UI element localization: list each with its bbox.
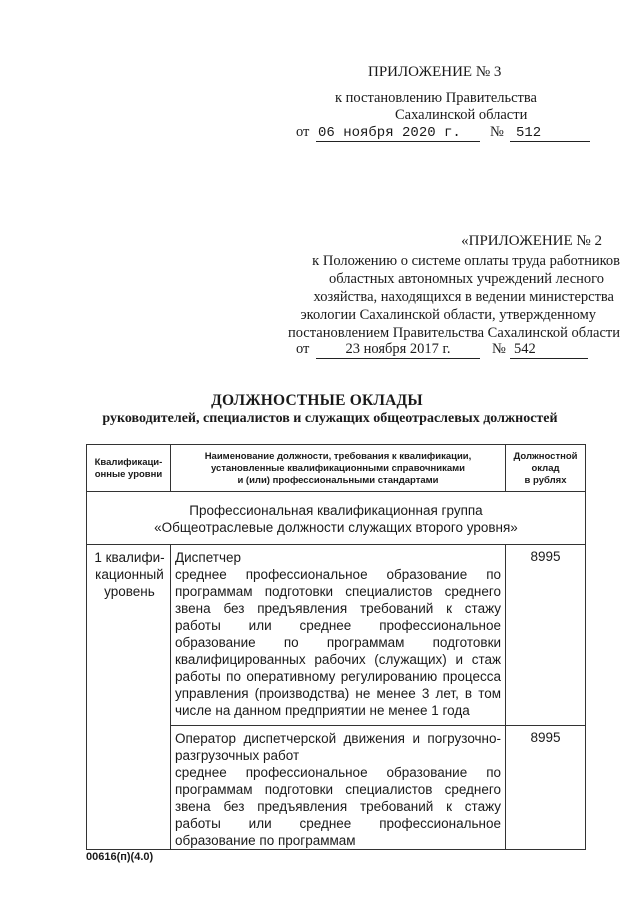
table-row: [87, 726, 586, 850]
table-group-row: [87, 492, 586, 545]
position-name: Оператор диспетчерской движения и погрузочно-разгрузочных работ: [174, 731, 502, 763]
group-title: Профессиональная квалификационная группа «Общеотраслевые должности служащих второго уровня»: [87, 492, 586, 545]
appendix2-number-label: №: [492, 341, 506, 357]
appendix2-line: хозяйства, находящихся в ведении министерства: [313, 289, 614, 305]
appendix3-number-label: №: [490, 124, 504, 140]
salary-table: [86, 444, 586, 850]
level-cell-empty: [87, 726, 171, 850]
position-cell: [170, 545, 505, 726]
salary-cell: 8995: [506, 726, 586, 850]
appendix3-line1: к постановлению Правительства: [335, 90, 537, 106]
table-row: [87, 545, 586, 726]
appendix2-block: [260, 232, 620, 342]
document-subtitle: руководителей, специалистов и служащих общеотраслевых должностей: [102, 411, 558, 426]
appendix3-number: 512: [510, 125, 590, 142]
header-salary: Должностной оклад в рублях: [506, 445, 586, 492]
level-cell: 1 квалифи- кационный уровень: [87, 545, 171, 726]
footer-code: 00616(п)(4.0): [86, 851, 154, 863]
document-title: ДОЛЖНОСТНЫЕ ОКЛАДЫ: [211, 392, 423, 409]
appendix2-line: экологии Сахалинской области, утвержденному: [300, 307, 596, 323]
table-header-row: [87, 445, 586, 492]
appendix2-line: к Положению о системе оплаты труда работников: [312, 253, 620, 269]
appendix3-date: 06 ноября 2020 г.: [316, 125, 480, 142]
salary-cell: 8995: [506, 545, 586, 726]
position-name: Диспетчер: [174, 550, 241, 565]
appendix3-date-row: [296, 124, 596, 146]
header-levels: Квалификаци- онные уровни: [87, 445, 171, 492]
appendix2-line: постановлением Правительства Сахалинской области: [287, 325, 620, 341]
appendix2-date: 23 ноября 2017 г.: [316, 341, 480, 359]
position-requirements: среднее профессиональное образование по программам подготовки специалистов среднего звена без предъявления требований к стажу работы или среднее профессиональное образование по программам: [174, 765, 502, 848]
appendix2-from-label: от: [296, 341, 310, 357]
header-position: Наименование должности, требования к квалификации, установленные квалификационными справочниками и (или) профессиональными стандартами: [170, 445, 505, 492]
appendix2-number: 542: [510, 341, 588, 359]
appendix3-title: ПРИЛОЖЕНИЕ № 3: [368, 64, 502, 80]
position-cell: [170, 726, 505, 850]
appendix3-line2: Сахалинской области: [395, 107, 528, 123]
appendix2-title: «ПРИЛОЖЕНИЕ № 2: [461, 233, 602, 249]
appendix2-line: областных автономных учреждений лесного: [329, 271, 604, 287]
appendix3-from-label: от: [296, 124, 310, 140]
position-requirements: среднее профессиональное образование по программам подготовки специалистов среднего звена без предъявления требований к стажу работы или среднее профессиональное образование по программам подготовки квалифицированных рабочих (служащих) и стаж работы по оперативному регулированию процесса управления (производства) не менее 3 лет, в том числе на данном предприятии не менее 1 года: [174, 567, 502, 718]
appendix2-date-row: [296, 341, 596, 361]
